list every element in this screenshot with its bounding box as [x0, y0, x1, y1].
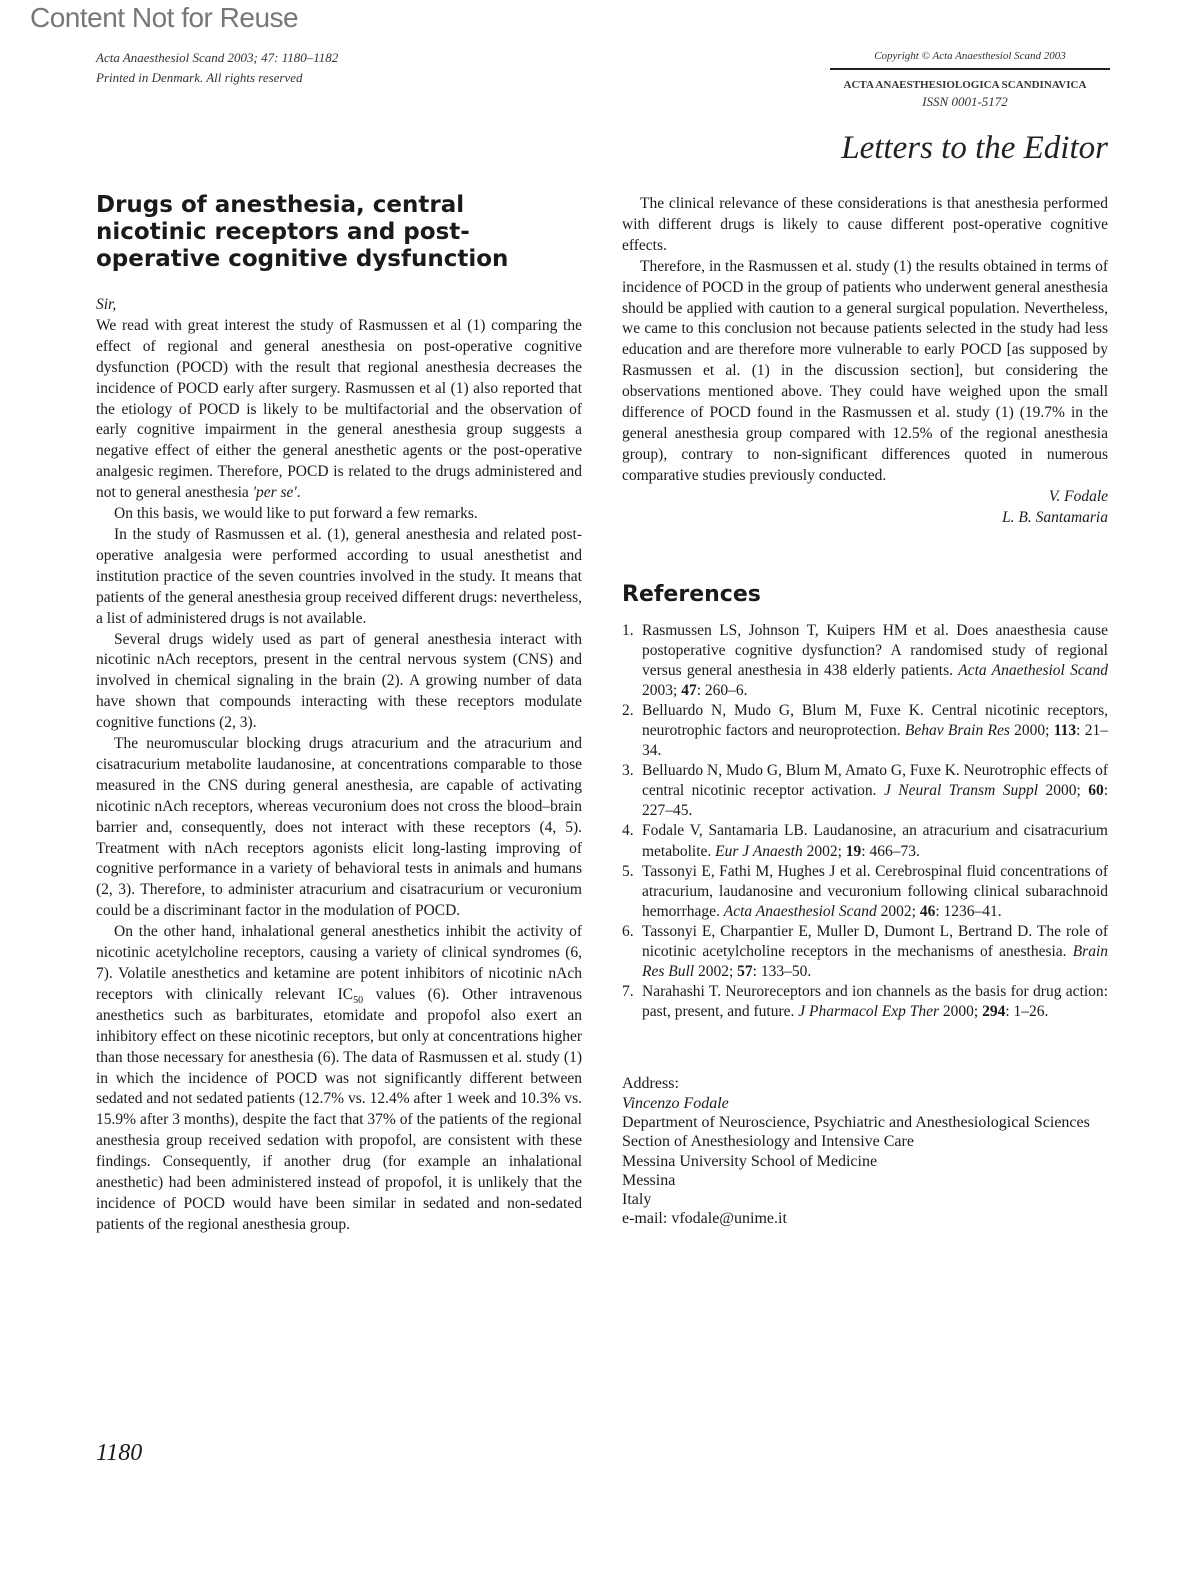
address-line: Italy	[622, 1191, 652, 1209]
text: On the other hand, inhalational general anesthetics inhibit the activity of nicotinic acetylcholine receptors, causing a variety of clinical syndromes (6, 7). Volatile anesthetics and ketamine are potent inhibitors of nicotinic nAch receptors with clinically relevant IC	[96, 923, 582, 1003]
ref-volume: 294	[982, 1003, 1006, 1021]
text: We read with great interest the study of Rasmussen et al (1) comparing the effect of regional and general anesthesia on post-operative cognitive dysfunction (POCD) with the result that regional anesthesia decreases the incidence of POCD early after surgery. Rasmussen et al (1) also reported that the etiology of POCD is likely to be multifactorial and the observation of early cognitive impairment in the general anesthesia group suggests a negative effect of either the general anesthetic agents or the post-operative analgesic regimen. Therefore, POCD is related to the drugs administered and not to general anesthesia	[96, 316, 582, 502]
reference-item	[622, 621, 1108, 701]
reference-item	[622, 862, 1108, 922]
reference-item	[622, 821, 1108, 861]
ref-year: 2002;	[880, 902, 916, 920]
italic-text: 'per se'	[252, 484, 297, 502]
text: values (6). Other intravenous anesthetics such as barbiturates, etomidate and propofol also exert an inhibitory effect on these nicotinic receptors, but only at concentrations higher than those necessary for anesthesia (6). The data of Rasmussen et al. study (1) in which the incidence of POCD was not significantly different between sedated and not sedated patients (12.7% vs. 12.4% after 1 week and 10.3% vs. 15.9% after 3 months), despite the fact that 37% of the patients of the regional anesthesia group received sedation with propofol, are consistent with these findings. Consequently, if another drug (for example an inhalational anesthetic) had been administered instead of propofol, it is unlikely that the incidence of POCD would have been similar in sedated and non-sedated patients of the regional anesthesia group.	[96, 985, 582, 1233]
ref-pages: : 1236–41.	[935, 902, 1002, 920]
journal-name: ACTA ANAESTHESIOLOGICA SCANDINAVICA	[843, 79, 1087, 91]
header-right	[820, 50, 1110, 110]
reference-number: 5.	[622, 862, 634, 880]
ref-year: 2000;	[1045, 782, 1081, 800]
address-label: Address:	[622, 1075, 679, 1093]
reference-item	[622, 982, 1108, 1022]
reference-text	[642, 761, 1108, 821]
ref-authors-title: Fodale V, Santamaria LB. Laudanosine, an atracurium and cisatracurium metabolite.	[642, 822, 1108, 860]
citation: Acta Anaesthesiol Scand 2003; 47: 1180–1182	[96, 50, 339, 65]
right-column	[622, 194, 1108, 529]
ref-authors-title: Rasmussen LS, Johnson T, Kuipers HM et al. Does anaesthesia cause postoperative cognitive dysfunction? A randomised study of regional versus general anesthesia in 438 elderly patients.	[642, 621, 1108, 679]
reference-number: 4.	[622, 822, 634, 840]
reference-number: 1.	[622, 621, 634, 639]
paragraph: The neuromuscular blocking drugs atracurium and the atracurium and cisatracurium metabolite laudanosine, at concentrations comparable to those measured in the CNS during general anesthesia, are capable of activating nicotinic nAch receptors, whereas vecuronium does not cross the blood–brain barrier and, consequently, does not interact with these receptors (4, 5). Treatment with nAch receptors agonists elicit long-lasting improving of cognitive performance in a variety of behavioral tests in animals and humans (2, 3). Therefore, to administer atracurium and cisatracurium or vecuronium could be a discriminant factor in the modulation of POCD.	[96, 735, 582, 920]
ref-volume: 60	[1088, 782, 1104, 800]
address-name: Vincenzo Fodale	[622, 1094, 729, 1112]
ref-pages: : 21–34.	[642, 721, 1108, 760]
author-signature: V. Fodale	[1048, 487, 1108, 505]
reference-text	[642, 862, 1108, 922]
subscript: 50	[353, 995, 364, 1006]
ref-authors-title: Tassonyi E, Charpantier E, Muller D, Dumont L, Bertrand D. The role of nicotinic acetylcholine receptors in the mechanisms of anesthesia.	[642, 922, 1108, 960]
author-signature: L. B. Santamaria	[1002, 508, 1108, 526]
reference-list	[622, 621, 1108, 1023]
paragraph: On this basis, we would like to put forward a few remarks.	[114, 505, 478, 523]
ref-pages: : 260–6.	[696, 681, 748, 699]
reference-text	[642, 621, 1108, 701]
ref-year: 2000;	[1014, 721, 1050, 739]
ref-year: 2000;	[942, 1003, 979, 1021]
left-column	[96, 192, 582, 1236]
ref-journal: J Pharmacol Exp Ther	[798, 1003, 940, 1021]
ref-authors-title: Narahashi T. Neuroreceptors and ion channels as the basis for drug action: past, present, and future.	[642, 983, 1108, 1021]
ref-year: 2002;	[806, 842, 842, 860]
email[interactable]: e-mail: vfodale@unime.it	[622, 1210, 787, 1228]
ref-volume: 46	[919, 902, 936, 920]
reference-text	[642, 821, 1108, 861]
ref-pages: : 1–26.	[1005, 1003, 1049, 1021]
address-line: Department of Neuroscience, Psychiatric and Anesthesiological Sciences	[622, 1113, 1090, 1131]
section-title: Letters to the Editor	[841, 130, 1108, 166]
reference-item	[622, 761, 1108, 821]
article-title: Drugs of anesthesia, central nicotinic receptors and post-operative cognitive dysfunction	[96, 192, 509, 272]
ref-volume: 19	[845, 842, 862, 860]
reference-number: 2.	[622, 701, 634, 719]
references-heading: References	[622, 581, 761, 607]
page-number: 1180	[96, 1440, 143, 1466]
reference-text	[642, 982, 1108, 1022]
reference-number: 7.	[622, 983, 634, 1001]
right-column-wrapper	[622, 194, 1108, 1229]
ref-pages: : 466–73.	[861, 842, 920, 860]
ref-volume: 47	[681, 681, 697, 699]
reference-number: 3.	[622, 762, 634, 780]
salutation: Sir,	[96, 296, 117, 313]
ref-authors-title: Belluardo N, Mudo G, Blum M, Amato G, Fuxe K. Neurotrophic effects of central nicotinic receptor activation.	[642, 762, 1108, 800]
text: .	[296, 484, 301, 502]
address-line: Messina University School of Medicine	[622, 1152, 878, 1170]
address-block	[622, 1074, 1108, 1228]
ref-journal: Acta Anaesthesiol Scand	[723, 902, 877, 920]
ref-authors-title: Tassonyi E, Fathi M, Hughes J et al. Cerebrospinal fluid concentrations of atracurium, laudanosine and vecuronium following clinical subarachnoid hemorrhage.	[642, 862, 1108, 920]
ref-authors-title: Belluardo N, Mudo G, Blum M, Fuxe K. Central nicotinic receptors, neurotrophic factors and neuroprotection.	[642, 701, 1108, 739]
ref-journal: J Neural Transm Suppl	[883, 782, 1039, 800]
issn: ISSN 0001-5172	[922, 94, 1008, 109]
ref-journal: Eur J Anaesth	[715, 842, 803, 860]
ref-pages: : 227–45.	[642, 782, 1109, 820]
reference-text	[642, 701, 1108, 761]
reference-text	[642, 922, 1108, 982]
ref-volume: 113	[1053, 721, 1077, 739]
watermark: Content Not for Reuse	[30, 2, 299, 33]
ref-year: 2002;	[697, 963, 734, 981]
paragraph: The clinical relevance of these considerations is that anesthesia performed with different drugs is likely to cause different post-operative cognitive effects.	[622, 195, 1108, 254]
ref-pages: : 133–50.	[752, 963, 812, 981]
address-line: Section of Anesthesiology and Intensive Care	[622, 1133, 914, 1151]
reference-item	[622, 922, 1108, 982]
paragraph	[96, 922, 582, 1236]
ref-journal: Acta Anaethesiol Scand	[958, 661, 1108, 679]
copyright: Copyright © Acta Anaesthesiol Scand 2003	[830, 50, 1110, 70]
reference-item	[622, 701, 1108, 761]
paragraph: Several drugs widely used as part of general anesthesia interact with nicotinic nAch receptors, present in the central nervous system (CNS) and involved in chemical signaling in the brain (2). A growing number of data have shown that compounds interacting with these receptors modulate cognitive functions (2, 3).	[96, 630, 582, 732]
ref-volume: 57	[737, 963, 753, 981]
ref-journal: Behav Brain Res	[904, 721, 1010, 739]
ref-year: 2003;	[642, 681, 678, 699]
reference-number: 6.	[622, 922, 634, 940]
header-left	[96, 48, 338, 88]
address-line: Messina	[622, 1171, 676, 1189]
paragraph: In the study of Rasmussen et al. (1), general anesthesia and related post-operative analgesia were performed according to usual anesthetist and institution practice of the seven countries involved in the study. It means that patients of the general anesthesia group received different drugs: nevertheless, a list of administered drugs is not available.	[96, 525, 582, 627]
printed-notice: Printed in Denmark. All rights reserved	[96, 70, 303, 85]
paragraph: Therefore, in the Rasmussen et al. study (1) the results obtained in terms of incidence of POCD in the group of patients who underwent general anesthesia should be applied with caution to a general surgical population. Nevertheless, we came to this conclusion not because patients selected in the study had less education and are therefore more vulnerable to early POCD [as supposed by Rasmussen et al. (1) in the discussion section], but considering the observations mentioned above. They could have weighed upon the small difference of POCD found in the Rasmussen et al. study (1) (19.7% in the general anesthesia group compared with 12.5% of the regional anesthesia group), contrary to non-significant differences quoted in numerous comparative studies previously conducted.	[622, 257, 1108, 484]
ref-journal: Brain Res Bull	[642, 943, 1108, 981]
paragraph	[96, 316, 582, 504]
references	[622, 581, 1108, 1023]
